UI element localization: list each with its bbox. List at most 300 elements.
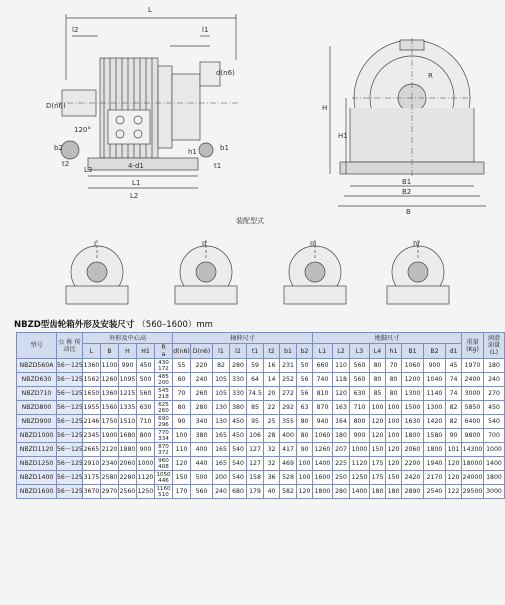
- cell-oil: 1800: [484, 471, 505, 485]
- cell-d1: 90: [446, 429, 462, 443]
- cell-L3: 560: [350, 373, 370, 387]
- cell-b2: 90: [297, 443, 313, 457]
- cell-D: 220: [191, 359, 213, 373]
- col-D: D(n6): [191, 344, 213, 359]
- cell-t2: 22: [264, 401, 280, 415]
- cell-H1: 710: [137, 415, 155, 429]
- cell-L2: 225: [333, 457, 350, 471]
- assembly-type-II: [175, 240, 237, 304]
- cell-b2: 63: [297, 401, 313, 415]
- cell-B2: 1940: [424, 457, 446, 471]
- cell-L4: 175: [370, 457, 386, 471]
- cell-model: NBZD1120: [17, 443, 57, 457]
- cell-weight: 5850: [462, 401, 484, 415]
- cell-H1: 1000: [137, 457, 155, 471]
- cell-H: 2060: [119, 457, 137, 471]
- cell-H1: 560: [137, 387, 155, 401]
- cell-l1: 105: [213, 387, 230, 401]
- cell-L: 1360: [83, 359, 101, 373]
- svg-text:t2: t2: [62, 160, 70, 168]
- col-a: a: [161, 351, 166, 358]
- cell-t1: 64: [247, 373, 264, 387]
- cell-B2: 1420: [424, 415, 446, 429]
- cell-l1: 105: [213, 373, 230, 387]
- cell-t2: 14: [264, 373, 280, 387]
- cell-B2: 1300: [424, 401, 446, 415]
- cell-R: 1050: [156, 471, 171, 478]
- col-h1: h1: [386, 344, 402, 359]
- cell-D: 340: [191, 415, 213, 429]
- svg-text:l2: l2: [72, 26, 79, 34]
- cell-a: 200: [158, 379, 169, 386]
- col-oil: 润滑 油量 (L): [484, 333, 505, 359]
- cell-d: 110: [173, 443, 191, 457]
- cell-H: 1680: [119, 429, 137, 443]
- cell-D: 240: [191, 373, 213, 387]
- cell-h1: 180: [386, 485, 402, 499]
- cell-l1: 165: [213, 457, 230, 471]
- cell-l2: 380: [230, 401, 247, 415]
- cell-t2: 16: [264, 359, 280, 373]
- cell-l1: 240: [213, 485, 230, 499]
- cell-H: 1880: [119, 443, 137, 457]
- cell-weight: 2400: [462, 373, 484, 387]
- cell-model: NBZD560A: [17, 359, 57, 373]
- cell-R: 960: [158, 457, 169, 464]
- cell-b2: 100: [297, 457, 313, 471]
- cell-weight: 24000: [462, 471, 484, 485]
- cell-l1: 165: [213, 429, 230, 443]
- col-group-shaft: 轴伸尺寸: [173, 333, 313, 344]
- cell-ratio: 56～125: [57, 443, 83, 457]
- cell-oil: 1000: [484, 443, 505, 457]
- cell-a: 334: [158, 435, 169, 442]
- cell-R: 485: [158, 373, 169, 380]
- cell-a: 510: [158, 491, 169, 498]
- cell-L4: 80: [370, 373, 386, 387]
- table-row: [17, 471, 505, 485]
- cell-ratio: 56～125: [57, 373, 83, 387]
- table-row: [17, 485, 505, 499]
- cell-model: NBZD900: [17, 415, 57, 429]
- cell-D: 440: [191, 457, 213, 471]
- cell-D: 560: [191, 485, 213, 499]
- cell-ratio: 56～125: [57, 471, 83, 485]
- cell-H1: 500: [137, 373, 155, 387]
- cell-d1: 120: [446, 457, 462, 471]
- cell-model: NBZD800: [17, 401, 57, 415]
- cell-l2: 540: [230, 457, 247, 471]
- cell-L: 2345: [83, 429, 101, 443]
- cell-oil: 3000: [484, 485, 505, 499]
- cell-l2: 540: [230, 443, 247, 457]
- cell-R-a: [155, 359, 173, 373]
- cell-L4: 120: [370, 415, 386, 429]
- col-R-a: [155, 344, 173, 359]
- cell-weight: 9800: [462, 429, 484, 443]
- cell-ratio: 56～125: [57, 401, 83, 415]
- cell-L1: 660: [313, 359, 333, 373]
- assembly-type-IV: [387, 240, 449, 304]
- cell-h1: 100: [386, 429, 402, 443]
- cell-B2: 2540: [424, 485, 446, 499]
- cell-L3: 1120: [350, 457, 370, 471]
- assembly-label-3: III: [310, 240, 317, 248]
- cell-d: 120: [173, 457, 191, 471]
- col-group-foot: 地脚尺寸: [313, 333, 462, 344]
- cell-h1: 80: [386, 387, 402, 401]
- cell-R-a: [155, 401, 173, 415]
- cell-H: 1095: [119, 373, 137, 387]
- cell-b2: 56: [297, 387, 313, 401]
- cell-B1: 2060: [402, 443, 424, 457]
- table-row: [17, 359, 505, 373]
- cell-R-a: [155, 443, 173, 457]
- cell-d: 80: [173, 401, 191, 415]
- cell-a: 372: [158, 449, 169, 456]
- cell-b1: 272: [280, 387, 297, 401]
- cell-L4: 85: [370, 387, 386, 401]
- cell-b1: 231: [280, 359, 297, 373]
- cell-R: 430: [158, 359, 169, 366]
- cell-R: 545: [158, 387, 169, 394]
- cell-t1: 179: [247, 485, 264, 499]
- cell-B: 2120: [101, 443, 119, 457]
- cell-B1: 1200: [402, 373, 424, 387]
- cell-L: 3670: [83, 485, 101, 499]
- svg-text:l1: l1: [202, 26, 209, 34]
- cell-h1: 100: [386, 415, 402, 429]
- cell-ratio: 56～125: [57, 485, 83, 499]
- cell-weight: 18000: [462, 457, 484, 471]
- cell-b2: 100: [297, 471, 313, 485]
- cell-d: 90: [173, 415, 191, 429]
- cell-B: 2970: [101, 485, 119, 499]
- svg-text:t1: t1: [214, 162, 222, 170]
- cell-b2: 80: [297, 429, 313, 443]
- cell-D: 500: [191, 471, 213, 485]
- cell-L1: 870: [313, 401, 333, 415]
- cell-B1: 1500: [402, 401, 424, 415]
- cell-L2: 180: [333, 429, 350, 443]
- cell-l1: 130: [213, 401, 230, 415]
- svg-text:b2: b2: [54, 144, 63, 152]
- cell-L3: 1250: [350, 471, 370, 485]
- cell-t2: 25: [264, 415, 280, 429]
- cell-model: NBZD710: [17, 387, 57, 401]
- cell-B: 1100: [101, 359, 119, 373]
- svg-text:d(n6): d(n6): [216, 69, 235, 77]
- cell-L3: 1400: [350, 485, 370, 499]
- cell-t1: 85: [247, 401, 264, 415]
- cell-H: 1215: [119, 387, 137, 401]
- col-d1: d1: [446, 344, 462, 359]
- cell-l1: 200: [213, 471, 230, 485]
- cell-b1: 355: [280, 415, 297, 429]
- cell-R: 690: [158, 415, 169, 422]
- col-ratio: 公 称 传动比: [57, 333, 83, 359]
- cell-L4: 175: [370, 471, 386, 485]
- header-row-2: [17, 344, 505, 359]
- cell-H: 1510: [119, 415, 137, 429]
- cell-d: 60: [173, 373, 191, 387]
- cell-weight: 6400: [462, 415, 484, 429]
- col-l1: l1: [213, 344, 230, 359]
- svg-text:120°: 120°: [74, 126, 91, 134]
- table-row: [17, 415, 505, 429]
- cell-h1: 150: [386, 471, 402, 485]
- cell-L4: 100: [370, 401, 386, 415]
- cell-B: 1750: [101, 415, 119, 429]
- cell-B: 1900: [101, 429, 119, 443]
- cell-R: 1160: [156, 485, 171, 492]
- cell-R: 625: [158, 401, 169, 408]
- front-view: [56, 14, 240, 188]
- col-H1: H1: [137, 344, 155, 359]
- cell-L4: 180: [370, 485, 386, 499]
- col-d: d(n6): [173, 344, 191, 359]
- cell-L4: 150: [370, 443, 386, 457]
- svg-text:L: L: [148, 6, 152, 14]
- svg-text:H1: H1: [338, 132, 348, 140]
- cell-a: 446: [158, 477, 169, 484]
- cell-l1: 165: [213, 443, 230, 457]
- svg-text:D(n6): D(n6): [46, 102, 66, 110]
- cell-weight: 14300: [462, 443, 484, 457]
- col-group-outline: 外形及中心高: [83, 333, 173, 344]
- cell-L1: 810: [313, 387, 333, 401]
- col-b2: b2: [297, 344, 313, 359]
- cell-t1: 59: [247, 359, 264, 373]
- cell-b1: 292: [280, 401, 297, 415]
- table-title-main: NBZD型齿轮箱外形及安装尺寸: [14, 320, 135, 330]
- cell-b1: 400: [280, 429, 297, 443]
- cell-t1: 106: [247, 429, 264, 443]
- svg-text:B: B: [406, 208, 411, 216]
- cell-model: NBZD630: [17, 373, 57, 387]
- cell-b1: 252: [280, 373, 297, 387]
- cell-B2: 1580: [424, 429, 446, 443]
- cell-L3: 710: [350, 401, 370, 415]
- cell-a: 218: [158, 393, 169, 400]
- col-L4: L4: [370, 344, 386, 359]
- cell-H: 1335: [119, 401, 137, 415]
- cell-B1: 1630: [402, 415, 424, 429]
- cell-t2: 32: [264, 443, 280, 457]
- cell-L3: 800: [350, 415, 370, 429]
- cell-t1: 127: [247, 443, 264, 457]
- cell-B1: 2200: [402, 457, 424, 471]
- cell-d: 55: [173, 359, 191, 373]
- cell-oil: 240: [484, 373, 505, 387]
- cell-t2: 40: [264, 485, 280, 499]
- cell-model: NBZD1250: [17, 457, 57, 471]
- cell-L4: 80: [370, 359, 386, 373]
- cell-ratio: 56～125: [57, 415, 83, 429]
- svg-text:L1: L1: [132, 179, 141, 187]
- cell-oil: 540: [484, 415, 505, 429]
- cell-model: NBZD1400: [17, 471, 57, 485]
- cell-L2: 250: [333, 471, 350, 485]
- cell-b1: 469: [280, 457, 297, 471]
- cell-ratio: 56～125: [57, 429, 83, 443]
- table-title: [14, 318, 213, 330]
- cell-R-a: [155, 415, 173, 429]
- cell-L1: 740: [313, 373, 333, 387]
- cell-L1: 1060: [313, 429, 333, 443]
- cell-L3: 900: [350, 429, 370, 443]
- cell-L: 1650: [83, 387, 101, 401]
- cell-b1: 528: [280, 471, 297, 485]
- cell-L2: 207: [333, 443, 350, 457]
- cell-a: 408: [158, 463, 169, 470]
- cell-B: 1560: [101, 401, 119, 415]
- cell-H1: 450: [137, 359, 155, 373]
- col-L1: L1: [313, 344, 333, 359]
- cell-L3: 560: [350, 359, 370, 373]
- cell-d1: 82: [446, 401, 462, 415]
- cell-t1: 158: [247, 471, 264, 485]
- cell-R-a: [155, 457, 173, 471]
- svg-text:L2: L2: [130, 192, 139, 200]
- header-row-1: [17, 333, 505, 344]
- cell-ratio: 56～125: [57, 387, 83, 401]
- cell-t1: 74.5: [247, 387, 264, 401]
- cell-L1: 1400: [313, 457, 333, 471]
- cell-L3: 1000: [350, 443, 370, 457]
- cell-l2: 450: [230, 415, 247, 429]
- cell-a: 172: [158, 365, 169, 372]
- cell-H: 2280: [119, 471, 137, 485]
- cell-H1: 1120: [137, 471, 155, 485]
- assembly-type-I: [66, 240, 128, 304]
- cell-h1: 70: [386, 359, 402, 373]
- cell-H1: 1250: [137, 485, 155, 499]
- svg-text:L3: L3: [84, 166, 93, 174]
- cell-L2: 163: [333, 401, 350, 415]
- cell-L: 2665: [83, 443, 101, 457]
- cell-R-a: [155, 471, 173, 485]
- table-row: [17, 373, 505, 387]
- table-row: [17, 387, 505, 401]
- assembly-label-2: II: [202, 240, 207, 248]
- assembly-type-III: [284, 240, 346, 304]
- cell-l2: 330: [230, 387, 247, 401]
- cell-B: 2340: [101, 457, 119, 471]
- col-weight: 重量 (Kg): [462, 333, 484, 359]
- cell-d: 100: [173, 429, 191, 443]
- cell-t2: 28: [264, 429, 280, 443]
- cell-b2: 56: [297, 373, 313, 387]
- col-t1: t1: [247, 344, 264, 359]
- cell-model: NBZD1000: [17, 429, 57, 443]
- cell-L: 1955: [83, 401, 101, 415]
- cell-h1: 120: [386, 457, 402, 471]
- col-L3: L3: [350, 344, 370, 359]
- cell-B1: 2420: [402, 471, 424, 485]
- cell-B2: 900: [424, 359, 446, 373]
- cell-l2: 450: [230, 429, 247, 443]
- table-row: [17, 401, 505, 415]
- svg-text:4-d1: 4-d1: [128, 162, 144, 170]
- svg-text:B2: B2: [402, 188, 412, 196]
- cell-b2: 50: [297, 359, 313, 373]
- cell-L1: 1800: [313, 485, 333, 499]
- cell-B1: 1300: [402, 387, 424, 401]
- table-row: [17, 443, 505, 457]
- cell-D: 400: [191, 443, 213, 457]
- cell-B: 1360: [101, 387, 119, 401]
- cell-R-a: [155, 373, 173, 387]
- col-B1: B1: [402, 344, 424, 359]
- cell-D: 260: [191, 387, 213, 401]
- cell-R-a: [155, 387, 173, 401]
- dimension-table: [16, 332, 505, 499]
- table-row: [17, 429, 505, 443]
- cell-d1: 122: [446, 485, 462, 499]
- svg-text:b1: b1: [220, 144, 229, 152]
- table-title-range: （560–1600）mm: [137, 320, 213, 330]
- cell-d: 70: [173, 387, 191, 401]
- cell-d1: 74: [446, 387, 462, 401]
- cell-a: 260: [158, 407, 169, 414]
- cell-D: 380: [191, 429, 213, 443]
- cell-d1: 45: [446, 359, 462, 373]
- cell-L1: 1260: [313, 443, 333, 457]
- cell-H1: 630: [137, 401, 155, 415]
- cell-ratio: 56～125: [57, 359, 83, 373]
- cell-R: 770: [158, 429, 169, 436]
- cell-H1: 800: [137, 429, 155, 443]
- svg-text:h1: h1: [188, 148, 197, 156]
- cell-l2: 540: [230, 471, 247, 485]
- cell-h1: 120: [386, 443, 402, 457]
- cell-oil: 1400: [484, 457, 505, 471]
- cell-L: 3175: [83, 471, 101, 485]
- cell-a: 296: [158, 421, 169, 428]
- col-model: 型号: [17, 333, 57, 359]
- cell-L1: 940: [313, 415, 333, 429]
- svg-text:B1: B1: [402, 178, 412, 186]
- cell-R-a: [155, 485, 173, 499]
- svg-text:R: R: [428, 72, 433, 80]
- col-L: L: [83, 344, 101, 359]
- cell-R: 870: [158, 443, 169, 450]
- cell-l2: 280: [230, 359, 247, 373]
- col-L2: L2: [333, 344, 350, 359]
- cell-b1: 582: [280, 485, 297, 499]
- cell-b2: 120: [297, 485, 313, 499]
- assembly-label-4: IV: [413, 240, 420, 248]
- cell-L2: 110: [333, 359, 350, 373]
- cell-L2: 118: [333, 373, 350, 387]
- cell-l1: 130: [213, 415, 230, 429]
- cell-H: 2560: [119, 485, 137, 499]
- cell-B1: 2890: [402, 485, 424, 499]
- col-B: B: [101, 344, 119, 359]
- cell-L1: 1600: [313, 471, 333, 485]
- cell-d: 170: [173, 485, 191, 499]
- cell-l2: 330: [230, 373, 247, 387]
- cell-t1: 127: [247, 457, 264, 471]
- assembly-caption: 装配型式: [236, 217, 264, 225]
- cell-b2: 80: [297, 415, 313, 429]
- cell-ratio: 56～125: [57, 457, 83, 471]
- col-B2: B2: [424, 344, 446, 359]
- assembly-label-1: I: [94, 240, 97, 248]
- col-H: H: [119, 344, 137, 359]
- cell-B2: 1800: [424, 443, 446, 457]
